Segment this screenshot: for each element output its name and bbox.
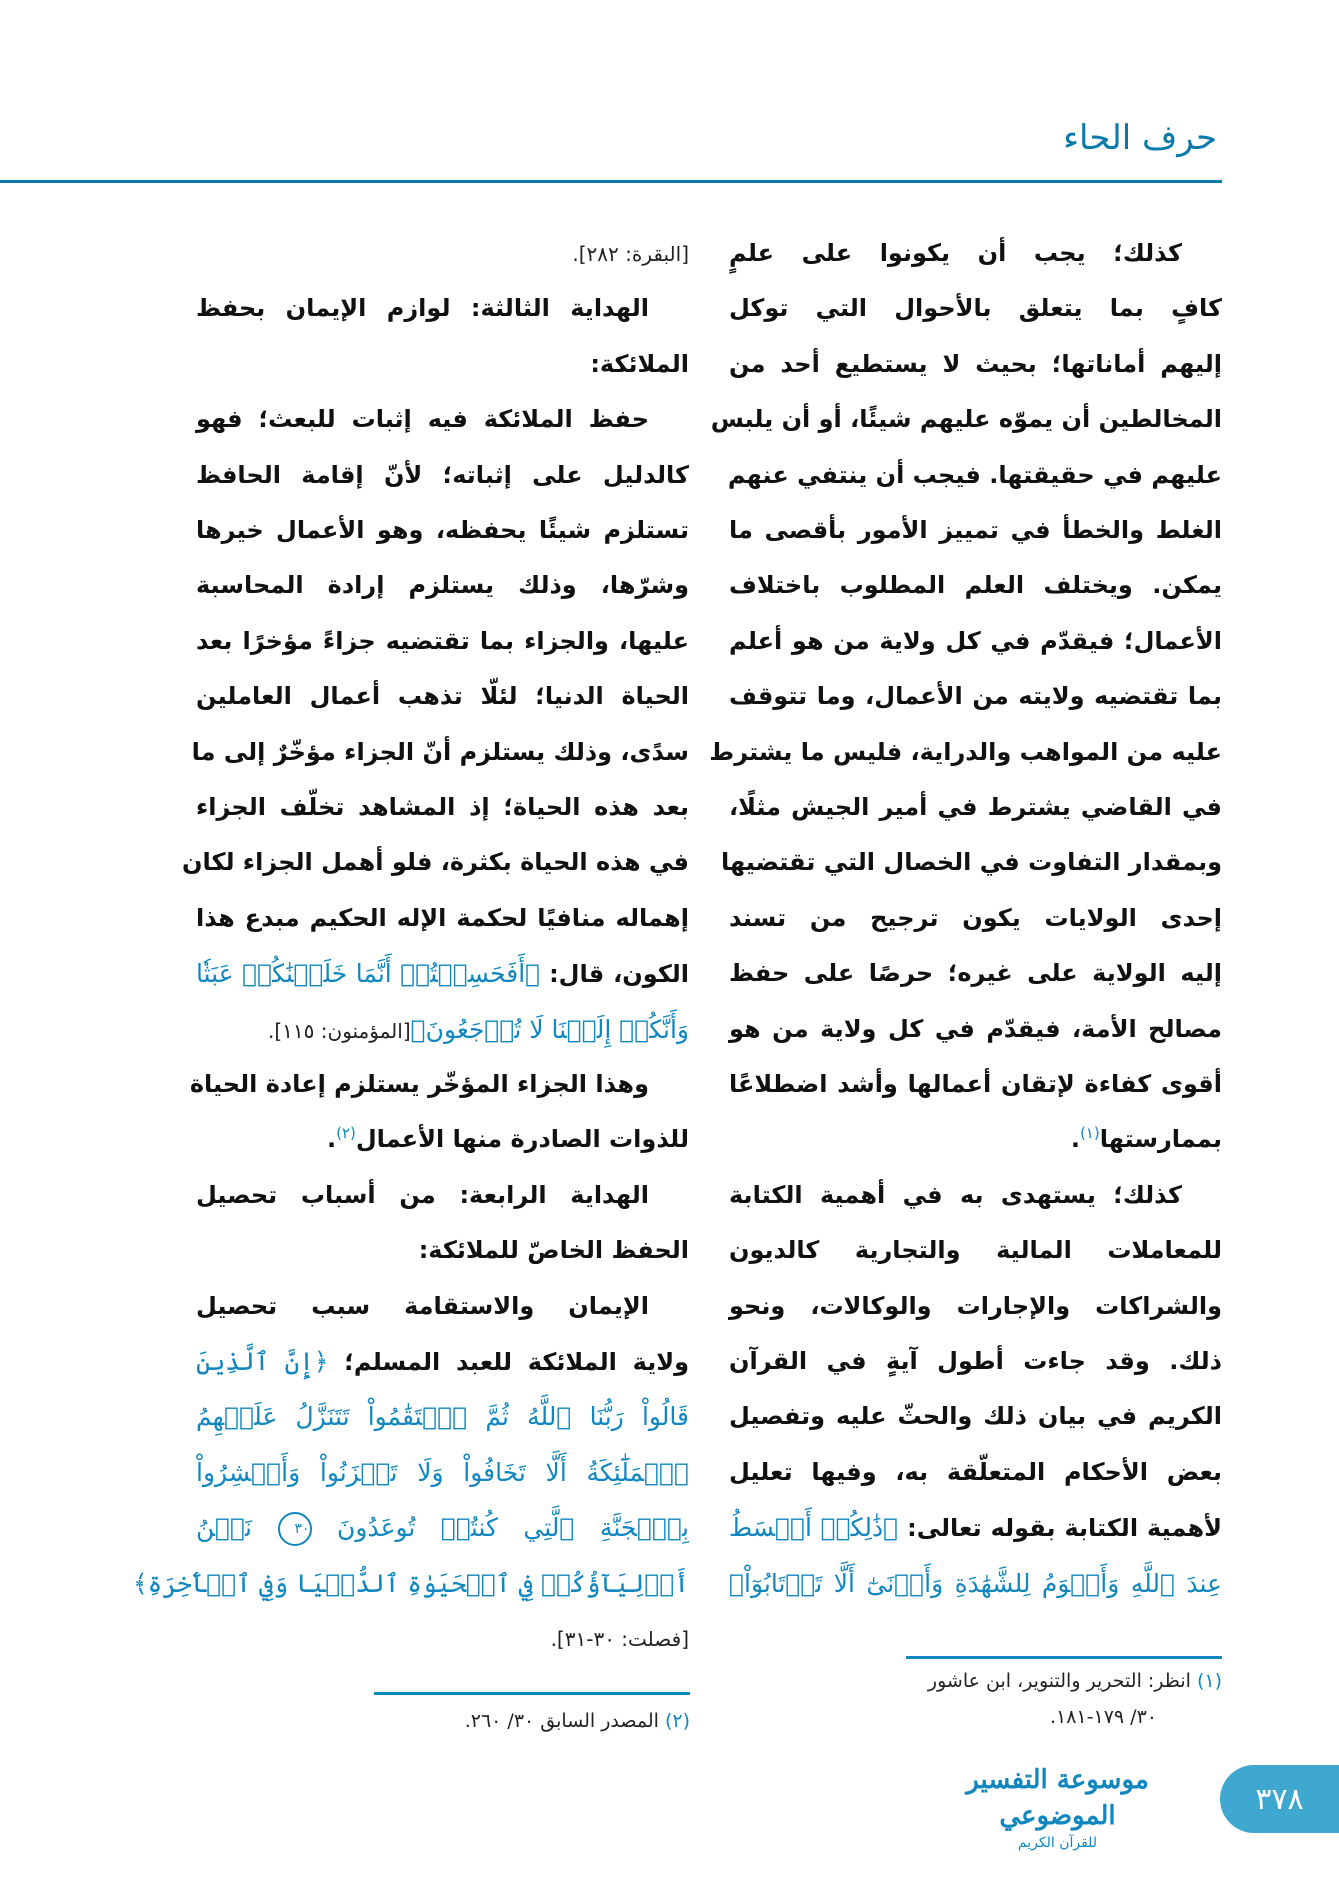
body-text: أقوى كفاءة لإتقان أعمالها وأشد اضطلاعًا [729,1070,1222,1098]
body-text: ولاية الملائكة للعبد المسلم؛ [328,1348,689,1376]
text-line [196,946,689,1001]
text-line [710,392,1222,447]
text-line [709,725,1222,780]
body-text: بما تقتضيه ولايته من الأعمال، وما تتوقف [729,682,1222,711]
quran-verse: نَحۡنُ [196,1513,278,1543]
body-text: في القاضي يشترط في أمير الجيش مثلًا، [729,793,1222,821]
body-text: لأهمية الكتابة بقوله تعالى: [898,1514,1222,1543]
text-line [729,946,1222,1001]
body-text: وبمقدار التفاوت في الخصال التي تقتضيها [720,848,1222,877]
body-text: الأعمال؛ فيقدّم في كل ولاية من هو أعلم [729,626,1222,655]
text-line [196,891,689,946]
logo-title: موسوعة التفسير الموضوعي [966,1765,1149,1831]
quran-verse: عِندَ ٱللَّهِ وَأَقۡوَمُ لِلشَّهَٰدَةِ وَأَدۡنَىٰٓ أَلَّا تَرۡتَابُوٓاْ﴾ [729,1568,1222,1598]
text-line [133,1556,689,1611]
quran-verse: قَالُواْ رَبُّنَا ٱللَّهُ ثُمَّ ٱسۡتَقَٰمُواْ تَتَنَزَّلُ عَلَيۡهِمُ [196,1402,689,1432]
header-divider [0,180,1222,183]
footnote-text: المصدر السابق ٣٠/ ٢٦٠. [464,1710,659,1732]
text-line [196,392,689,447]
text-line [196,1112,689,1167]
text-line [729,1445,1222,1500]
body-text: للمعاملات المالية والتجارية كالديون [729,1236,1222,1265]
text-line [189,1057,689,1112]
text-line [729,558,1222,613]
text-line [191,725,689,780]
text-line [196,1168,689,1223]
text-line [729,1556,1222,1611]
body-text: والشراكات والإجارات والوكالات، ونحو [729,1291,1222,1320]
text-line [196,281,689,336]
body-text: الغلط والخطأ في تمييز الأمور بأقصى ما [729,516,1222,544]
text-line [196,1279,689,1334]
footnote-1-continuation: ٣٠/ ١٧٩-١٨١. [1049,1706,1157,1728]
text-line [196,669,689,724]
text-line [729,448,1222,503]
body-text: بعض الأحكام المتعلّقة به، وفيها تعليل [729,1457,1222,1486]
body-text: كذلك؛ يستهدى به في أهمية الكتابة [729,1180,1182,1209]
footnote-number: (٢) [664,1710,690,1732]
text-line [729,780,1222,835]
body-text: عليه من المواهب والدراية، فليس ما يشترط [709,737,1222,766]
text-line [196,1334,689,1389]
quran-verse: ﴿إِنَّ ٱلَّذِينَ [196,1347,329,1376]
body-text: عليهم في حقيقتها. فيجب أن ينتفي عنهم [727,460,1222,489]
section-heading: الهداية الثالثة: لوازم الإيمان بحفظ [196,294,649,323]
body-text: حفظ الملائكة فيه إثبات للبعث؛ فهو [196,405,649,434]
verse-reference: [فصلت: ٣٠-٣١]. [550,1627,689,1651]
footnote-1 [928,1670,1222,1692]
text-line [196,558,689,613]
text-line [196,1002,689,1057]
body-text: الكريم في بيان ذلك والحثّ عليه وتفصيل [729,1402,1222,1431]
text-line [729,337,1222,392]
footnote-2 [465,1710,690,1732]
text-line [196,1389,689,1444]
text-line [196,448,689,503]
footnote-marker[interactable]: (٢) [336,1124,356,1143]
body-text: في هذه الحياة بكثرة، فلو أهمل الجزاء لكان [181,848,689,877]
body-text: كالدليل على إثباته؛ لأنّ إقامة الحافظ [196,460,689,489]
body-text: سدًى، وذلك يستلزم أنّ الجزاء مؤخّرٌ إلى ما [191,737,689,766]
text-line [729,1057,1222,1112]
text-line [729,669,1222,724]
text-line [181,835,689,890]
text-line [729,1279,1222,1334]
text-line [729,1500,1222,1555]
body-text: ذلك. وقد جاءت أطول آيةٍ في القرآن [729,1347,1222,1375]
page-number-badge [1220,1765,1339,1833]
logo-subtitle: للقرآن الكريم [1017,1835,1098,1851]
text-line [196,503,689,558]
text-line [729,1334,1222,1389]
body-text: إليه الولاية على غيره؛ حرصًا على حفظ [729,959,1222,988]
section-heading: الملائكة: [590,349,689,378]
text-line [729,1168,1222,1223]
chapter-heading: حرف الحاء [1063,118,1217,158]
verse-reference: [المؤمنون: ١١٥]. [268,1018,411,1043]
body-text: الإيمان والاستقامة سبب تحصيل [196,1291,649,1320]
text-line [729,1112,1222,1167]
body-text: مصالح الأمة، فيقدّم في كل ولاية من هو [729,1014,1222,1043]
quran-verse: وَأَنَّكُمۡ إِلَيۡنَا لَا تُرۡجَعُونَ﴾ [410,1014,689,1044]
text-line [196,1445,689,1500]
footnote-divider-left [374,1692,690,1695]
quran-verse: بِٱلۡجَنَّةِ ٱلَّتِي كُنتُمۡ تُوعَدُونَ [311,1513,689,1543]
body-text: . [326,1125,337,1154]
text-line [729,1223,1222,1278]
verse-reference: [البقرة: ٢٨٢]. [572,242,689,266]
footnote-text: انظر: التحرير والتنوير، ابن عاشور [927,1670,1191,1692]
footnote-marker[interactable]: (١) [1079,1124,1100,1143]
body-text: إحدى الولايات يكون ترجيح من تسند [729,903,1222,932]
section-heading: الهداية الرابعة: من أسباب تحصيل [196,1180,649,1209]
body-text: إهماله منافيًا لحكمة الإله الحكيم مبدع هذا [196,903,689,932]
quran-verse: ٱلۡمَلَٰٓئِكَةُ أَلَّا تَخَافُواْ وَلَا تَحۡزَنُواْ وَأَبۡشِرُواْ [196,1457,689,1487]
body-text: يمكن. ويختلف العلم المطلوب باختلاف [729,571,1222,600]
page-number: ٣٧٨ [1255,1781,1304,1817]
footnote-divider-right [906,1656,1222,1659]
body-text: الحياة الدنيا؛ لئلّا تذهب أعمال العاملين [196,682,689,711]
body-text: عليها، والجزاء بما تقتضيه جزاءً مؤخرًا بعد [196,626,689,655]
body-text: وهذا الجزاء المؤخّر يستلزم إعادة الحياة [189,1070,649,1098]
body-text: وشرّها، وذلك يستلزم إرادة المحاسبة [196,571,689,600]
text-line [720,835,1222,890]
footnote-number: (١) [1196,1670,1222,1692]
text-line [196,1223,689,1278]
body-text: . [1070,1125,1080,1154]
text-line [729,503,1222,558]
quran-verse: أَوۡلِيَآؤُكُمۡ فِي ٱلۡحَيَوٰةِ ٱلدُّنۡيَا وَفِي ٱلۡأٓخِرَةِ﴾ [133,1568,689,1598]
encyclopedia-logo [935,1762,1180,1852]
body-text: الكون، قال: [540,960,690,989]
text-line [729,281,1222,336]
text-line [729,1002,1222,1057]
body-text: كافٍ بما يتعلق بالأحوال التي توكل [729,294,1222,323]
text-line [196,226,689,281]
text-line [196,1500,689,1555]
text-line [729,226,1222,281]
body-text: للذوات الصادرة منها الأعمال [355,1125,689,1154]
body-text: تستلزم شيئًا يحفظه، وهو الأعمال خيرها [196,516,689,544]
section-heading: الحفظ الخاصّ للملائكة: [418,1236,689,1265]
text-line [196,780,689,835]
body-text: المخالطين أن يموّه عليهم شيئًا، أو أن يلبس [710,405,1222,434]
ayah-number-marker: ٣٠ [278,1512,312,1546]
body-text: إليهم أماناتها؛ بحيث لا يستطيع أحد من [729,349,1222,378]
text-line [729,891,1222,946]
body-text: بممارستها [1099,1125,1222,1154]
quran-verse: ﴿أَفَحَسِبۡتُمۡ أَنَّمَا خَلَقۡنَٰكُمۡ عَبَثٗا [196,959,541,989]
text-line [196,1611,689,1666]
quran-verse: ﴿ذَٰلِكُمۡ أَقۡسَطُ [729,1513,899,1543]
body-text: بعد هذه الحياة؛ إذ المشاهد تخلّف الجزاء [196,793,689,821]
text-line [196,337,689,392]
text-line [729,614,1222,669]
body-text: كذلك؛ يجب أن يكونوا على علمٍ [729,239,1182,267]
text-line [729,1389,1222,1444]
text-line [196,614,689,669]
